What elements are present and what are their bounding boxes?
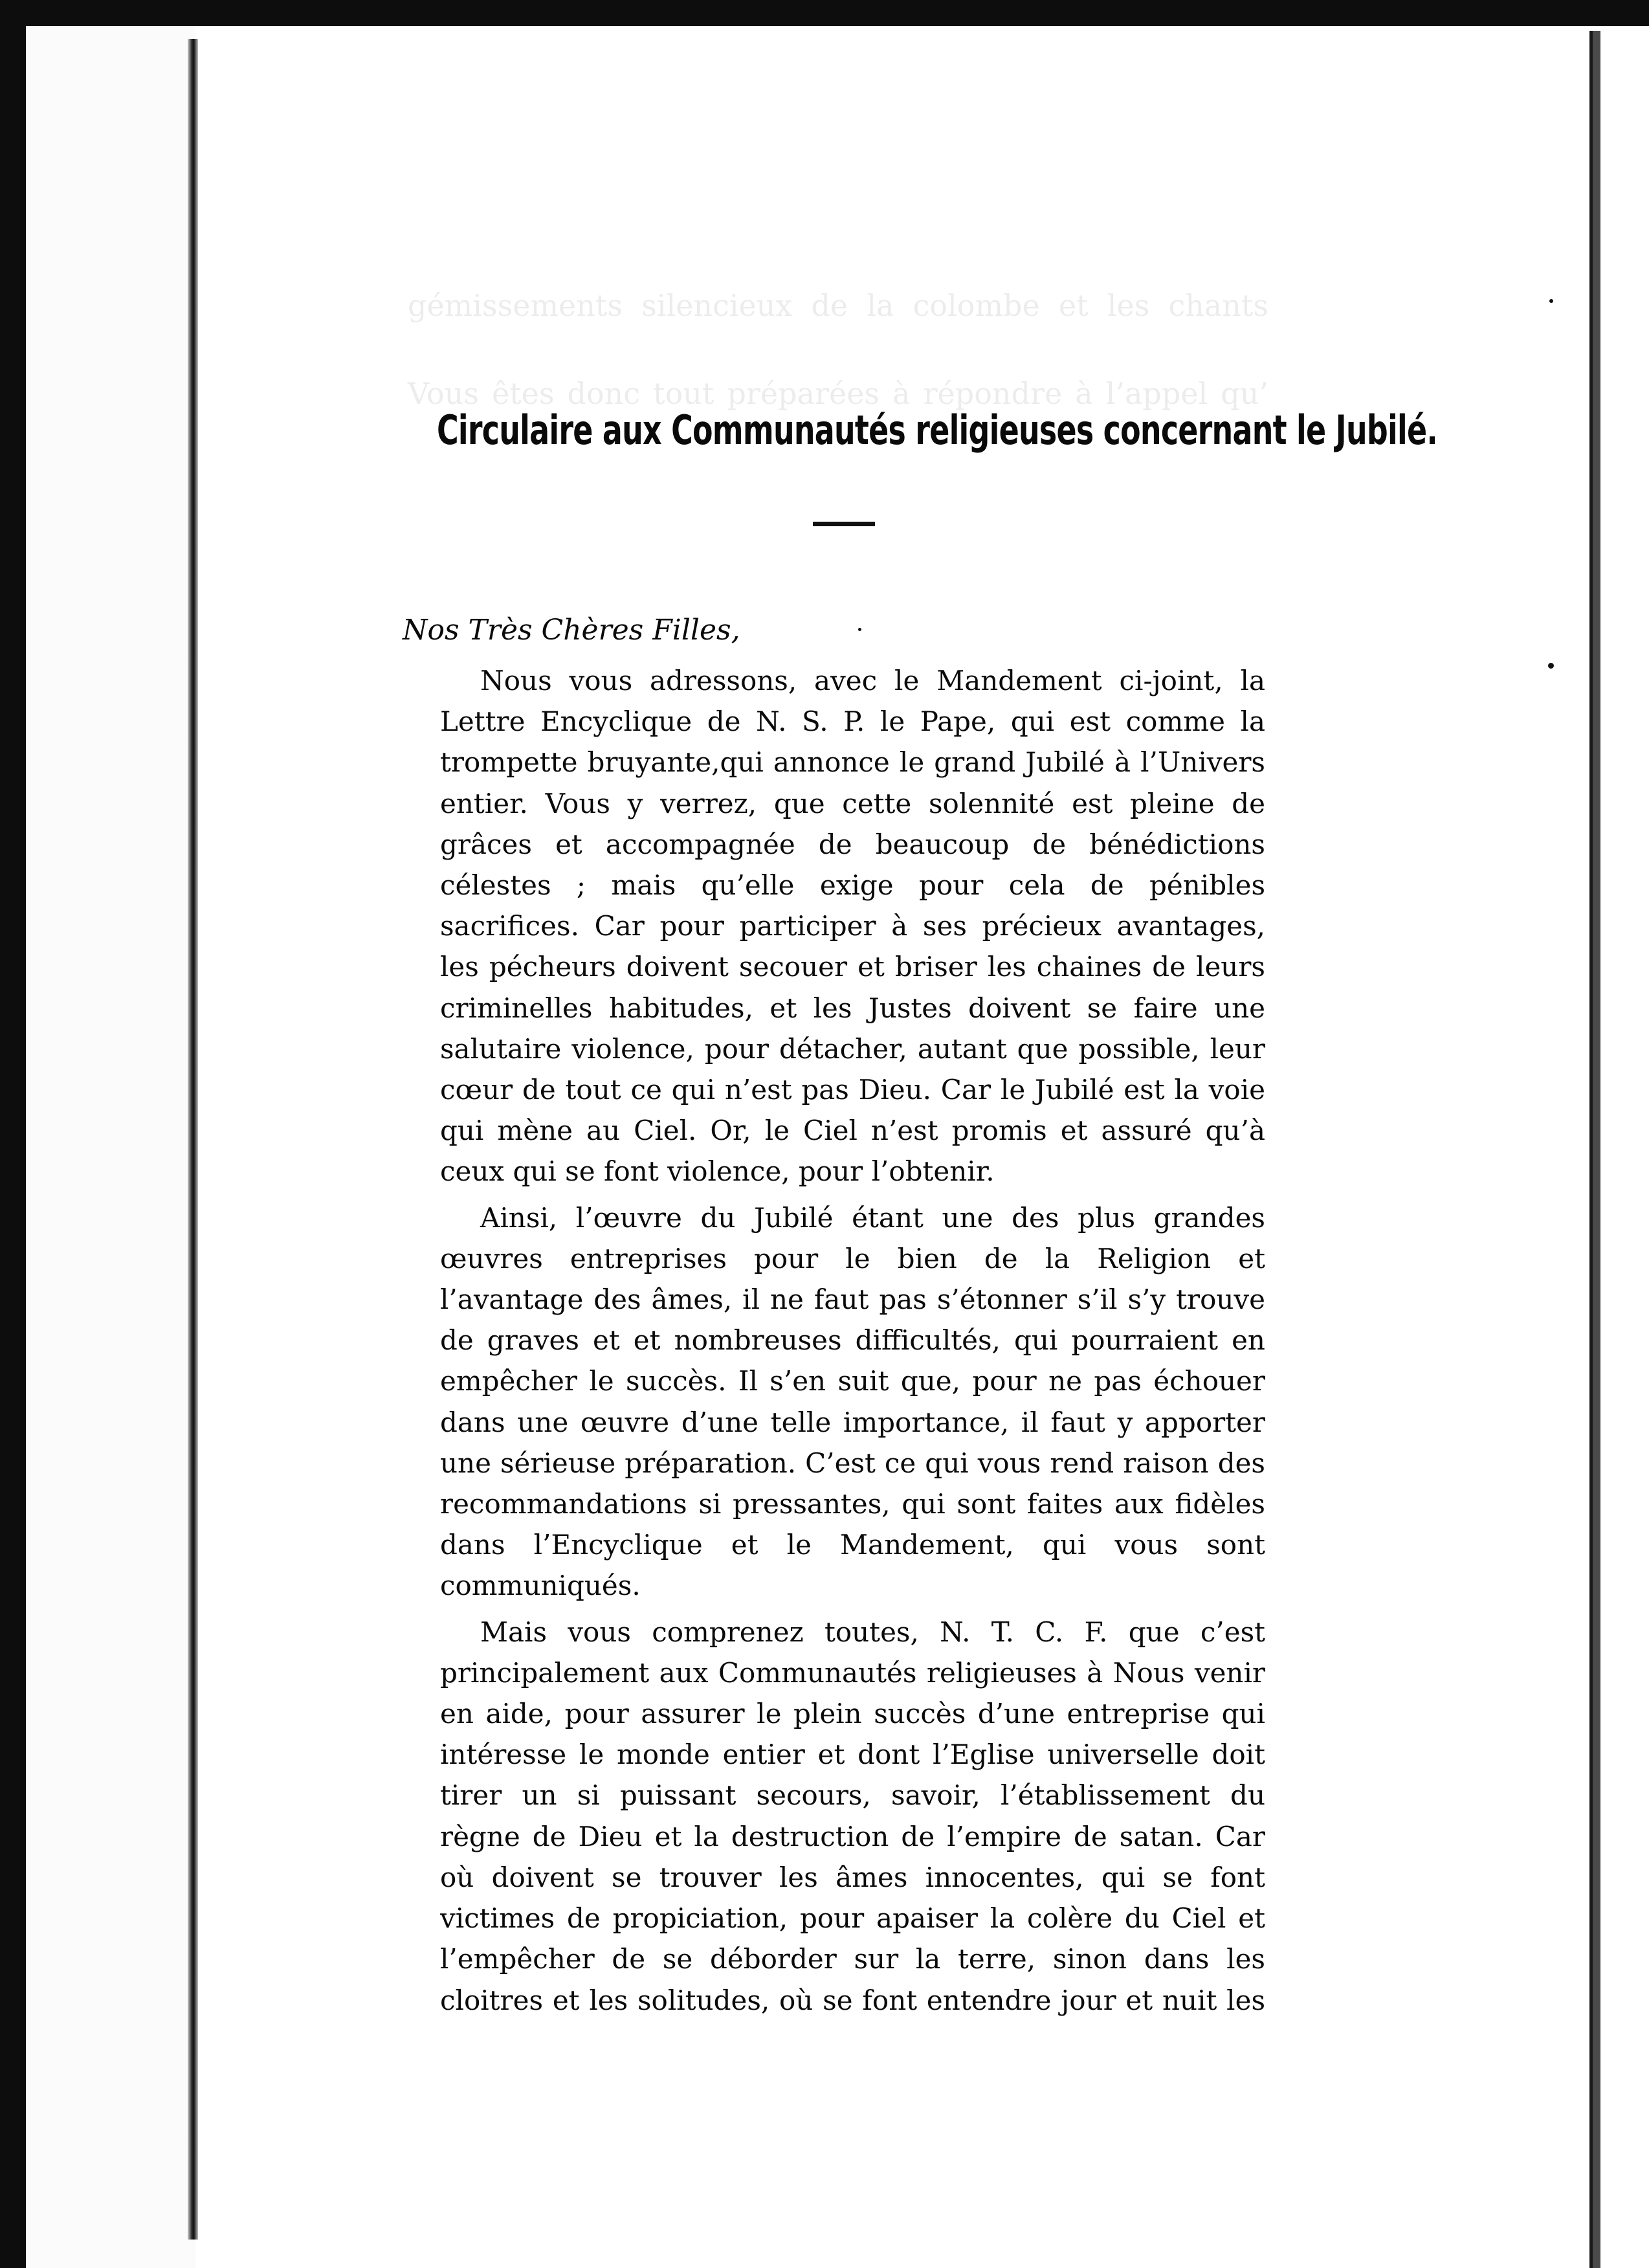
scan-speck xyxy=(1548,663,1554,669)
paragraph-3: Mais vous comprenez toutes, N. T. C. F. que c’est principalement aux Communautés religieuses à Nous venir en aide, pour assurer le plein succès d’une entreprise qui intéresse le monde entier et dont l’Eglise universelle doit tirer un si puissant secours, savoir, l’établissement du règne de Dieu et la destruction de l’empire de satan. Car où doivent se trouver les âmes innocentes, qui se font victimes de propiciation, pour apaiser la colère du Ciel et l’empêcher de se déborder sur la terre, sinon dans les cloitres et les solitudes, où se font entendre jour et nuit les xyxy=(440,1616,1265,2016)
bleed-through-line: gémissements silencieux de la colombe et les chants xyxy=(408,288,1268,323)
facing-page-edge xyxy=(26,26,195,2268)
title-divider xyxy=(813,522,875,526)
book-gutter xyxy=(188,39,198,2240)
scan-speck xyxy=(1549,299,1553,303)
salutation: Nos Très Chères Filles, xyxy=(403,614,740,647)
letter-body xyxy=(440,660,1265,2026)
scan-top-border xyxy=(0,0,1649,26)
paragraph-1: Nous vous adressons, avec le Mandement ci-joint, la Lettre Encyclique de N. S. P. le Pape, qui est comme la trompette bruyante,qui annonce le grand Jubilé à l’Univers entier. Vous y verrez, que cette solennité est pleine de grâces et accompagnée de beaucoup de bénédictions célestes ; mais qu’elle exige pour cela de pénibles sacrifices. Car pour participer à ses précieux avantages, les pécheurs doivent secouer et briser les chaines de leurs criminelles habitudes, et les Justes doivent se faire une salutaire violence, pour détacher, autant que possible, leur cœur de tout ce qui n’est pas Dieu. Car le Jubilé est la voie qui mène au Ciel. Or, le Ciel n’est promis et assuré qu’à ceux qui se font violence, pour l’obtenir. xyxy=(440,665,1265,1188)
scan-speck xyxy=(858,628,861,631)
scan-left-border xyxy=(0,0,26,2268)
paragraph-2: Ainsi, l’œuvre du Jubilé étant une des plus grandes œuvres entreprises pour le bien de la Religion et l’avantage des âmes, il ne faut pas s’étonner s’il s’y trouve de graves et et nombreuses difficultés, qui pourraient en empêcher le succès. Il s’en suit que, pour ne pas échouer dans une œuvre d’une telle importance, il faut y apporter une sérieuse préparation. C’est ce qui vous rend raison des recommandations si pressantes, qui sont faites aux fidèles dans l’Encyclique et le Mandement, qui vous sont communiqués. xyxy=(440,1201,1265,1602)
bleed-through-line: Vous êtes donc tout préparées à répondre à l’appel qu’ xyxy=(408,376,1268,411)
document-title: Circulaire aux Communautés religieuses concernant le Jubilé. xyxy=(437,406,1438,454)
